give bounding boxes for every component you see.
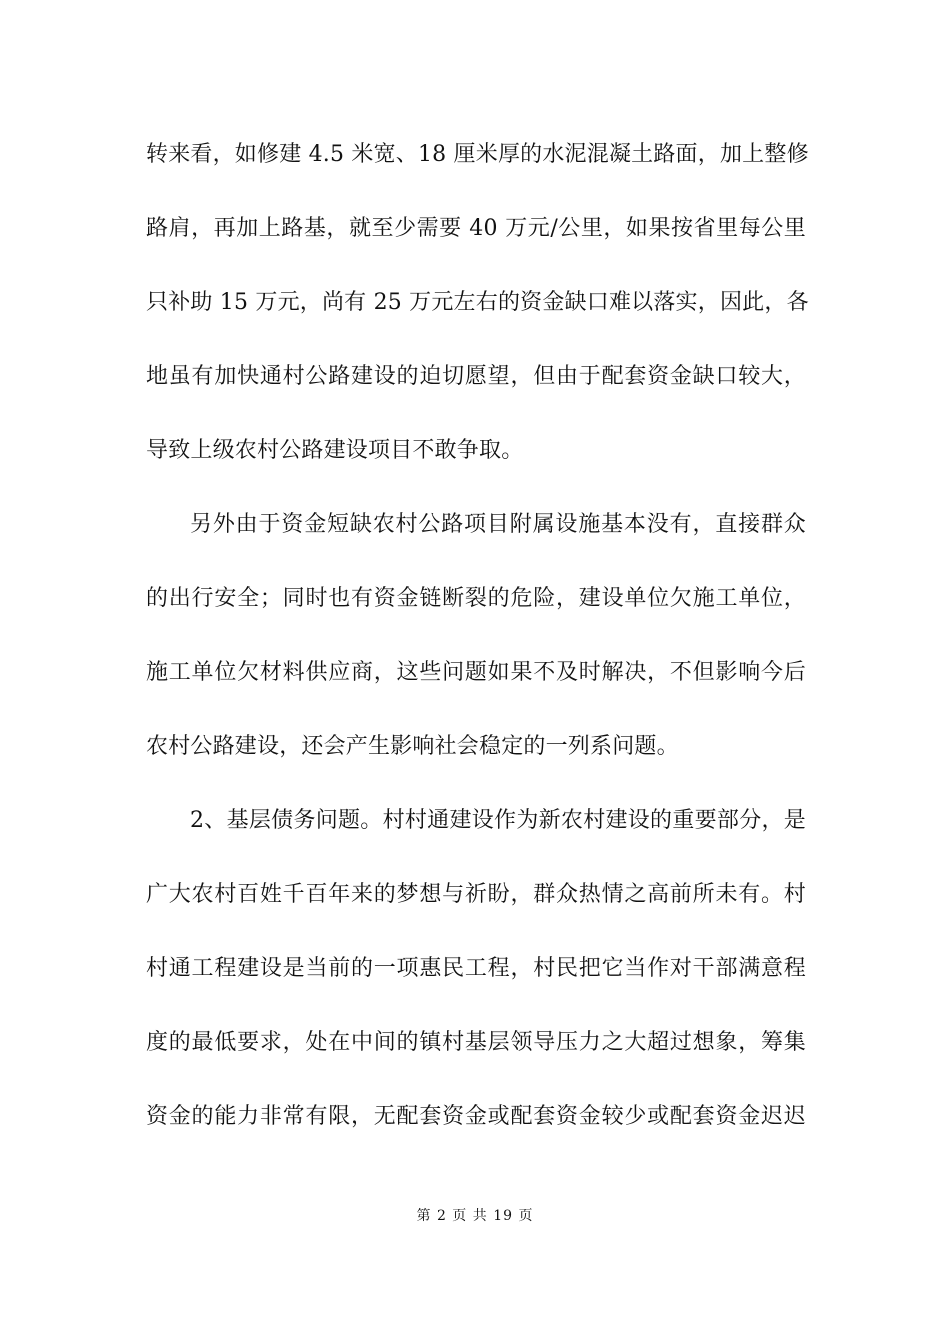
text-line-13: 度的最低要求，处在中间的镇村基层领导压力之大超过想象，筹集	[146, 1030, 806, 1055]
text-line-9: 农村公路建设，还会产生影响社会稳定的一列系问题。	[146, 734, 679, 759]
text-line-2: 路肩，再加上路基，就至少需要 40 万元/公里，如果按省里每公里	[146, 216, 806, 241]
text-line-8: 施工单位欠材料供应商，这些问题如果不及时解决，不但影响今后	[146, 660, 806, 685]
text-line-7: 的出行安全；同时也有资金链断裂的危险，建设单位欠施工单位，	[146, 586, 806, 611]
text-line-11: 广大农村百姓千百年来的梦想与祈盼，群众热情之高前所未有。村	[146, 882, 806, 907]
text-line-1: 转来看，如修建 4.5 米宽、18 厘米厚的水泥混凝土路面，加上整修	[146, 142, 809, 167]
text-line-12: 村通工程建设是当前的一项惠民工程，村民把它当作对干部满意程	[146, 956, 806, 981]
text-line-5: 导致上级农村公路建设项目不敢争取。	[146, 438, 524, 463]
text-line-4: 地虽有加快通村公路建设的迫切愿望，但由于配套资金缺口较大，	[146, 364, 806, 389]
text-line-14: 资金的能力非常有限，无配套资金或配套资金较少或配套资金迟迟	[146, 1104, 806, 1129]
text-line-6: 另外由于资金短缺农村公路项目附属设施基本没有，直接群众	[190, 512, 806, 537]
text-line-3: 只补助 15 万元，尚有 25 万元左右的资金缺口难以落实，因此，各	[146, 290, 809, 315]
page-number-footer: 第 2 页 共 19 页	[416, 1208, 534, 1224]
text-line-10: 2、基层债务问题。村村通建设作为新农村建设的重要部分，是	[190, 808, 806, 833]
document-body	[146, 130, 809, 1166]
